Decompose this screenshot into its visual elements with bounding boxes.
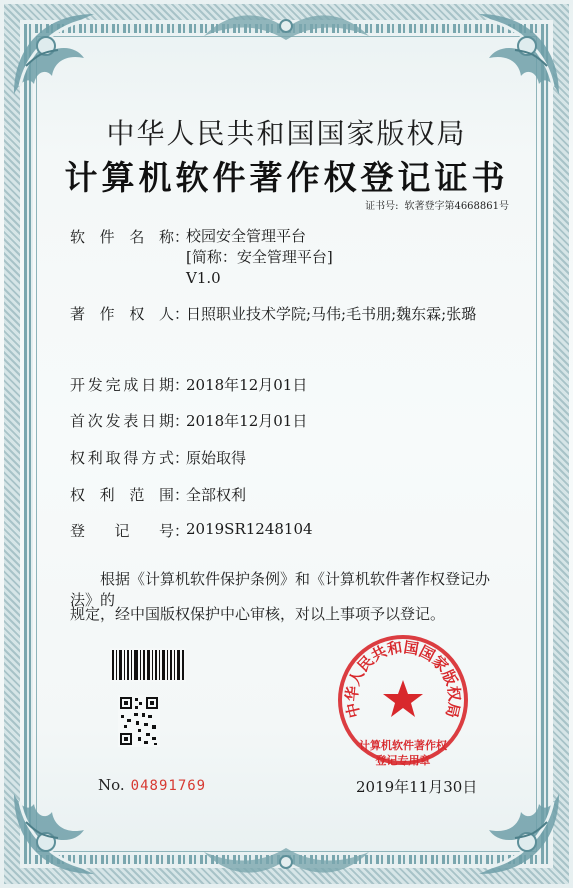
certificate-title: 计算机软件著作权登记证书 xyxy=(64,158,509,197)
field-value: 全部权利 xyxy=(186,486,247,504)
field-label: 首次发表日期 xyxy=(70,412,174,430)
legal-basis-line-2: 规定，经中国版权保护中心审核，对以上事项予以登记。 xyxy=(70,605,446,623)
corner-ornament-icon xyxy=(6,786,102,882)
field-separator: ： xyxy=(174,228,190,246)
issue-date: 2019年11月30日 xyxy=(356,778,478,796)
serial-number-label: No. xyxy=(98,776,125,794)
software-short-name-line: [简称：安全管理平台] xyxy=(186,248,333,266)
seal-outer-text: 中华人民共和国国家版权局 xyxy=(342,638,464,720)
seal-text-line-2: 登记专用章 xyxy=(375,754,431,767)
field-separator: ： xyxy=(174,449,190,467)
legal-basis-line-1: 根据《计算机软件保护条例》和《计算机软件著作权登记办法》的 xyxy=(70,570,491,609)
seal-text-line-1: 计算机软件著作权 xyxy=(359,739,447,752)
field-value: 2018年12月01日 xyxy=(186,376,308,394)
field-rights-scope xyxy=(70,484,246,505)
issuer-title: 中华人民共和国国家版权局 xyxy=(106,117,467,150)
qr-code-icon xyxy=(118,695,160,747)
field-value: 2019SR1248104 xyxy=(186,520,313,538)
field-separator: ： xyxy=(174,305,190,323)
corner-ornament-icon xyxy=(471,786,567,882)
field-label: 权利范围 xyxy=(70,486,174,504)
certificate-number xyxy=(365,197,509,212)
scroll-ornament-icon xyxy=(200,6,373,46)
software-name-line: 校园安全管理平台 xyxy=(186,227,307,245)
software-version-line: V1.0 xyxy=(186,269,221,287)
field-development-date xyxy=(70,374,307,395)
field-value: 日照职业技术学院;马伟;毛书朋;魏东霖;张璐 xyxy=(186,305,477,323)
corner-ornament-icon xyxy=(6,6,102,102)
field-label: 开发完成日期 xyxy=(70,376,174,394)
field-separator: ： xyxy=(174,376,190,394)
corner-ornament-icon xyxy=(471,6,567,102)
field-software-name xyxy=(70,226,333,289)
field-copyright-owner xyxy=(70,303,476,324)
field-separator: ： xyxy=(174,522,190,540)
field-label: 权利取得方式 xyxy=(70,449,174,467)
field-separator: ： xyxy=(174,486,190,504)
serial-number xyxy=(98,776,206,794)
field-separator: ： xyxy=(174,412,190,430)
field-value: 原始取得 xyxy=(186,449,247,467)
certificate-number-label: 证书号: xyxy=(365,201,399,212)
certificate-number-value: 软著登字第4668861号 xyxy=(404,201,509,212)
field-label: 著作权人 xyxy=(70,305,174,323)
field-label: 软件名称 xyxy=(70,228,174,246)
scroll-ornament-icon xyxy=(200,842,373,882)
field-acquisition-method xyxy=(70,447,246,468)
field-label: 登记号 xyxy=(70,522,174,540)
field-registration-number xyxy=(70,520,313,541)
field-value: 2018年12月01日 xyxy=(186,412,308,430)
serial-number-value: 04891769 xyxy=(130,778,207,794)
field-publish-date xyxy=(70,410,307,431)
barcode-icon xyxy=(110,648,186,682)
field-value xyxy=(186,226,333,289)
